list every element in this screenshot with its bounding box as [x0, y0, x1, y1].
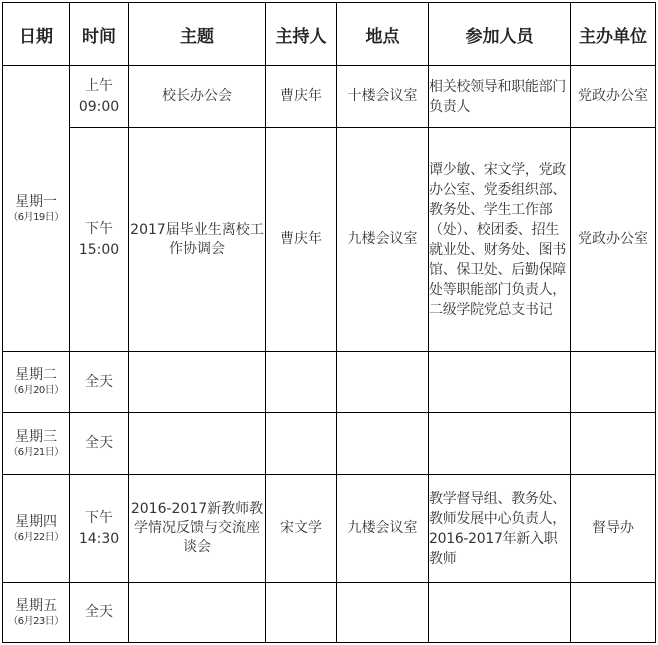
- header-location: 地点: [337, 3, 429, 66]
- time-clock: 14:30: [78, 530, 120, 547]
- time-clock: 09:00: [78, 98, 120, 115]
- day-cell-tue: [3, 352, 70, 413]
- participants-cell: 教学督导组、教务处、教师发展中心负责人，2016-2017年新入职教师: [429, 475, 571, 583]
- table-row-fri: [3, 583, 656, 643]
- participants-cell: [429, 583, 571, 643]
- organizer-cell: [571, 583, 656, 643]
- weekly-schedule-table: [2, 2, 656, 643]
- time-cell: [70, 128, 129, 352]
- topic-cell: [129, 583, 266, 643]
- topic-cell: 2017届毕业生离校工作协调会: [129, 128, 266, 352]
- day-cell-mon: [3, 66, 70, 352]
- topic-cell: [129, 413, 266, 475]
- day-label: 星期四: [15, 513, 57, 530]
- location-cell: 九楼会议室: [337, 128, 429, 352]
- host-cell: [266, 352, 337, 413]
- day-cell-wed: [3, 413, 70, 475]
- time-period: 下午: [85, 509, 113, 526]
- organizer-cell: [571, 352, 656, 413]
- location-cell: 九楼会议室: [337, 475, 429, 583]
- header-date: 日期: [3, 3, 70, 66]
- time-cell: 全天: [70, 583, 129, 643]
- participants-cell: [429, 352, 571, 413]
- day-date: （6月19日）: [8, 211, 64, 223]
- table-row-tue: [3, 352, 656, 413]
- header-time: 时间: [70, 3, 129, 66]
- day-date: （6月21日）: [8, 446, 64, 458]
- header-topic: 主题: [129, 3, 266, 66]
- table-row-mon-pm: [3, 128, 656, 352]
- time-cell: [70, 475, 129, 583]
- host-cell: [266, 583, 337, 643]
- time-cell: 全天: [70, 352, 129, 413]
- participants-cell: 谭少敏、宋文学，党政办公室、党委组织部、教务处、学生工作部（处）、校团委、招生就业处、财务处、图书馆、保卫处、后勤保障处等职能部门负责人，二级学院党总支书记: [429, 128, 571, 352]
- host-cell: 宋文学: [266, 475, 337, 583]
- location-cell: [337, 583, 429, 643]
- time-period: 下午: [85, 220, 113, 237]
- day-date: （6月20日）: [8, 385, 64, 396]
- table-row-thu: [3, 475, 656, 583]
- topic-cell: [129, 352, 266, 413]
- organizer-cell: 督导办: [571, 475, 656, 583]
- time-cell: [70, 66, 129, 128]
- table-row-mon-am: [3, 66, 656, 128]
- participants-cell: 相关校领导和职能部门负责人: [429, 66, 571, 128]
- day-date: （6月23日）: [8, 615, 64, 627]
- day-cell-fri: [3, 583, 70, 643]
- participants-cell: [429, 413, 571, 475]
- organizer-cell: 党政办公室: [571, 128, 656, 352]
- day-label: 星期三: [15, 428, 57, 445]
- day-label: 星期二: [15, 367, 57, 383]
- location-cell: 十楼会议室: [337, 66, 429, 128]
- host-cell: 曹庆年: [266, 66, 337, 128]
- day-cell-thu: [3, 475, 70, 583]
- header-organizer: 主办单位: [571, 3, 656, 66]
- host-cell: [266, 413, 337, 475]
- organizer-cell: 党政办公室: [571, 66, 656, 128]
- host-cell: 曹庆年: [266, 128, 337, 352]
- time-cell: 全天: [70, 413, 129, 475]
- time-clock: 15:00: [78, 241, 120, 258]
- day-label: 星期五: [15, 597, 57, 614]
- location-cell: [337, 413, 429, 475]
- table-row-wed: [3, 413, 656, 475]
- topic-cell: 校长办公会: [129, 66, 266, 128]
- day-label: 星期一: [15, 193, 57, 210]
- organizer-cell: [571, 413, 656, 475]
- header-host: 主持人: [266, 3, 337, 66]
- topic-cell: 2016-2017新教师教学情况反馈与交流座谈会: [129, 475, 266, 583]
- location-cell: [337, 352, 429, 413]
- time-period: 上午: [85, 77, 113, 94]
- header-participants: 参加人员: [429, 3, 571, 66]
- header-row: [3, 3, 656, 66]
- day-date: （6月22日）: [8, 531, 64, 543]
